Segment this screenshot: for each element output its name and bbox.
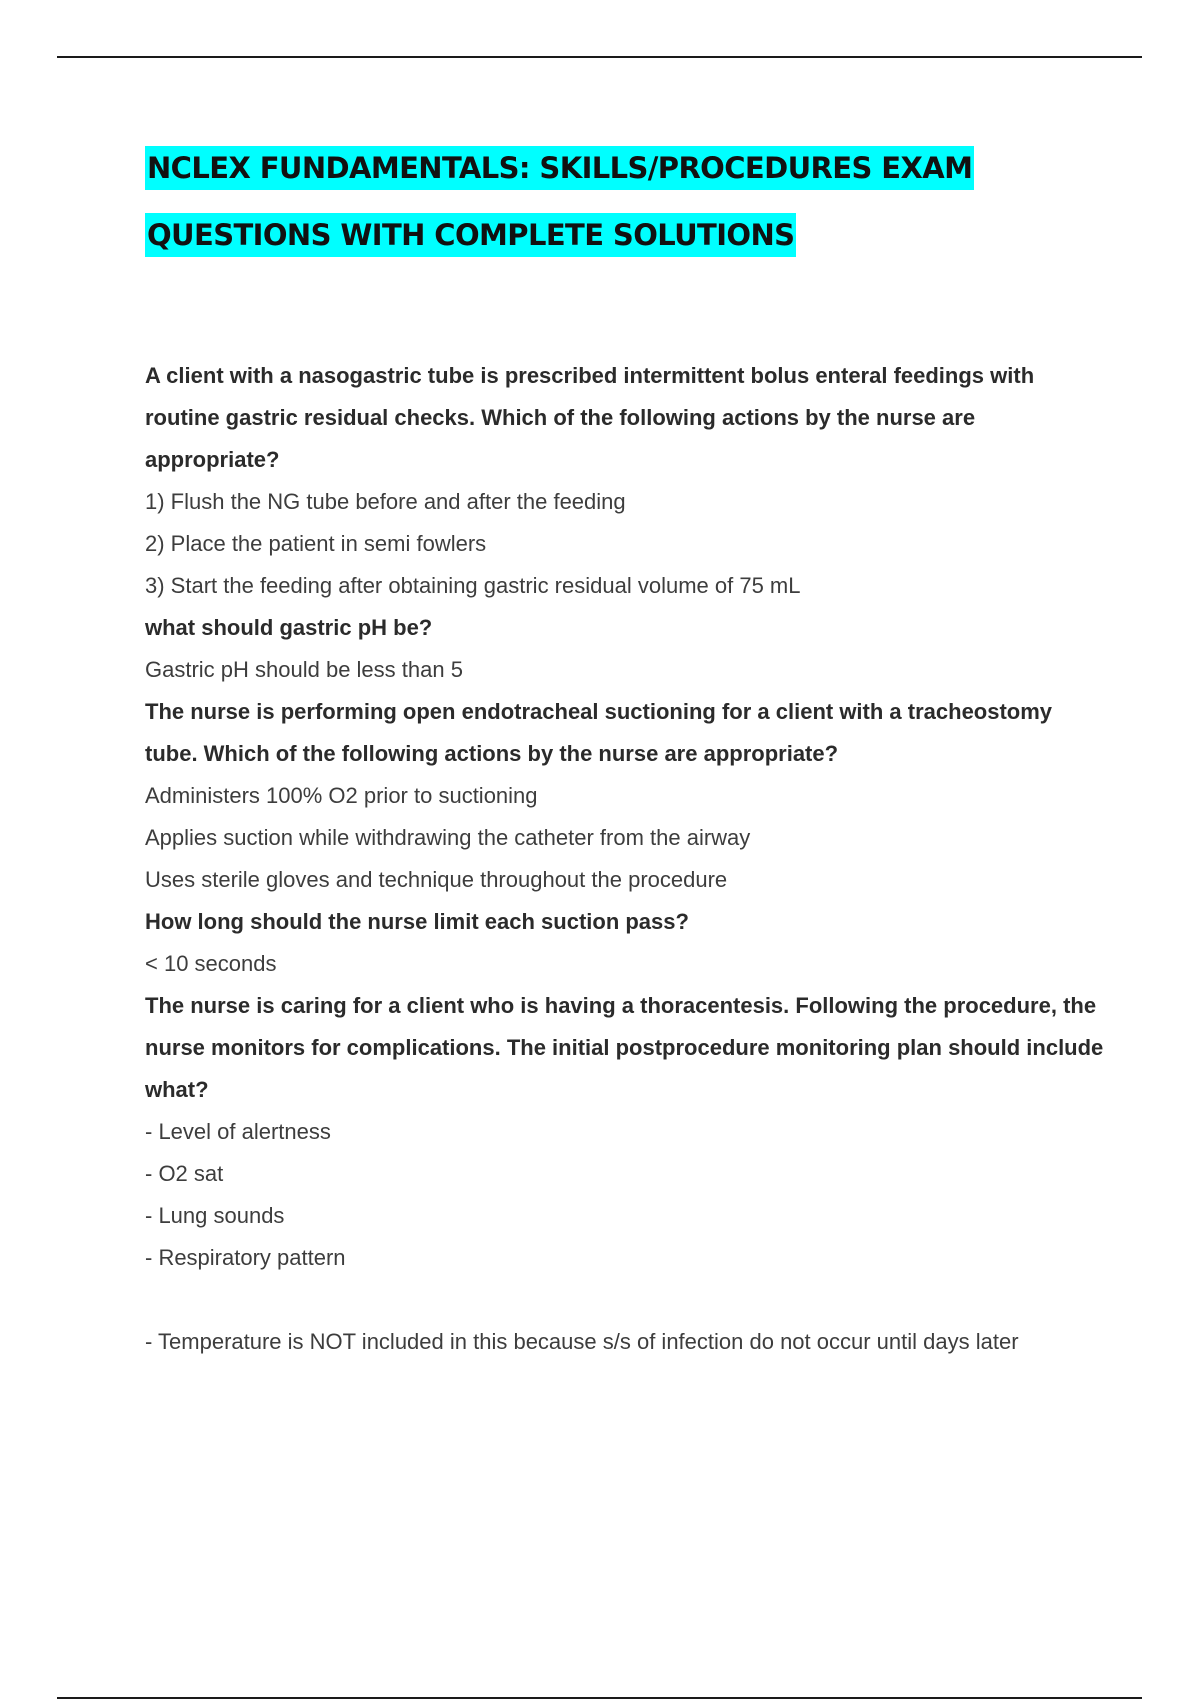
answer-3-3: Uses sterile gloves and technique throughout the procedure <box>145 867 728 892</box>
question-2: what should gastric pH be? <box>145 615 433 640</box>
document-title <box>145 146 1105 257</box>
answer-1-3: 3) Start the feeding after obtaining gastric residual volume of 75 mL <box>145 573 801 598</box>
answer-3-2: Applies suction while withdrawing the catheter from the airway <box>145 825 751 850</box>
answer-4-1: < 10 seconds <box>145 951 277 976</box>
title-line-2: QUESTIONS WITH COMPLETE SOLUTIONS <box>145 213 796 257</box>
paragraph-spacer <box>145 1279 1105 1321</box>
top-rule <box>57 56 1142 58</box>
qa-section <box>145 355 1105 1363</box>
answer-5-2: - O2 sat <box>145 1161 224 1186</box>
answer-1-1: 1) Flush the NG tube before and after the feeding <box>145 489 626 514</box>
question-4: How long should the nurse limit each suction pass? <box>145 909 689 934</box>
answer-1-2: 2) Place the patient in semi fowlers <box>145 531 487 556</box>
bottom-rule <box>57 1697 1142 1699</box>
answer-5-3: - Lung sounds <box>145 1203 285 1228</box>
answer-5-4: - Respiratory pattern <box>145 1245 346 1270</box>
question-3: The nurse is performing open endotracheal suctioning for a client with a tracheostomy tube. Which of the following actions by the nurse are appropriate? <box>145 699 1053 766</box>
question-5: The nurse is caring for a client who is having a thoracentesis. Following the procedure, the nurse monitors for complications. The initial postprocedure monitoring plan should include what? <box>145 993 1104 1102</box>
title-line-1: NCLEX FUNDAMENTALS: SKILLS/PROCEDURES EXAM <box>145 146 974 190</box>
answer-2-1: Gastric pH should be less than 5 <box>145 657 463 682</box>
answer-3-1: Administers 100% O2 prior to suctioning <box>145 783 538 808</box>
answer-5-1: - Level of alertness <box>145 1119 331 1144</box>
answer-5-note: - Temperature is NOT included in this because s/s of infection do not occur until days later <box>145 1329 1019 1354</box>
question-1: A client with a nasogastric tube is prescribed intermittent bolus enteral feedings with routine gastric residual checks. Which of the following actions by the nurse are appropriate? <box>145 363 1035 472</box>
